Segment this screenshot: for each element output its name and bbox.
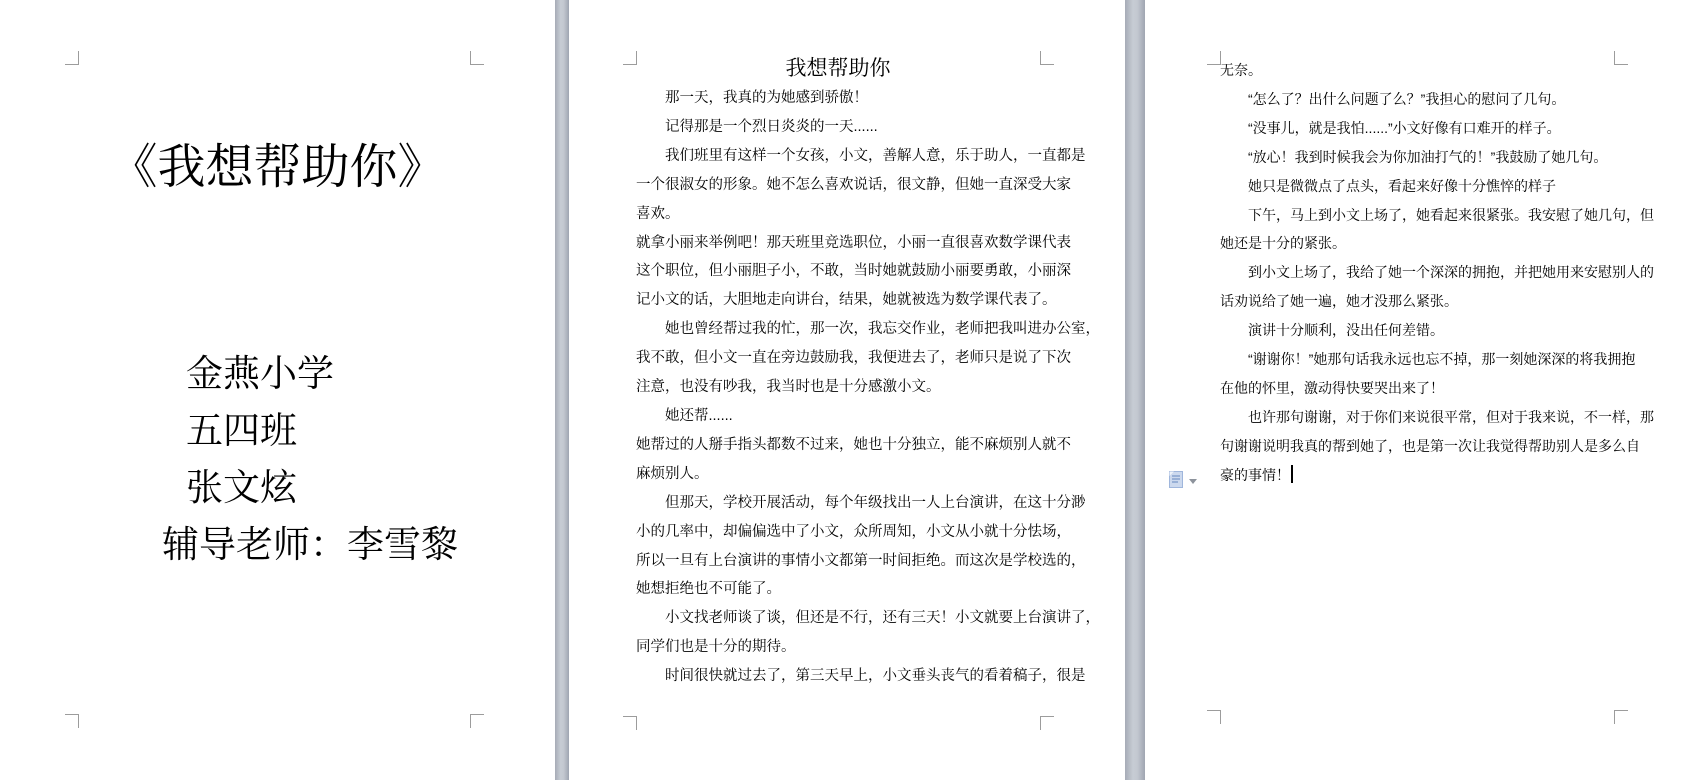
essay-title[interactable]: 我想帮助你 [785, 57, 891, 80]
text-line[interactable]: 她还是十分的紧张。 [1220, 235, 1346, 252]
cover-title[interactable]: 《我想帮助你》 [109, 141, 446, 194]
text-line[interactable]: 注意，也没有吵我，我当时也是十分感激小文。 [636, 379, 941, 396]
cover-info-lines[interactable] [162, 346, 458, 574]
page-gap-divider [1125, 0, 1145, 780]
text-line[interactable]: 她帮过的人掰手指头都数不过来，她也十分独立，能不麻烦别人就不 [636, 436, 1071, 453]
paste-options-button[interactable] [1167, 468, 1211, 492]
document-page-3[interactable] [1145, 0, 1694, 780]
text-line[interactable]: 她只是微微点了点头，看起来好像十分憔悴的样子 [1248, 177, 1556, 194]
text-line[interactable]: 她也曾经帮过我的忙，那一次，我忘交作业，老师把我叫进办公室， [665, 321, 1100, 338]
margin-crop-mark [623, 716, 637, 730]
text-line[interactable]: 就拿小丽来举例吧！那天班里竞选职位，小丽一直很喜欢数学课代表 [636, 234, 1071, 251]
text-line[interactable]: 那一天，我真的为她感到骄傲！ [665, 90, 868, 106]
text-line[interactable]: 辅导老师：李雪黎 [162, 525, 458, 566]
margin-crop-mark [623, 51, 637, 65]
margin-crop-mark [1614, 51, 1628, 65]
text-line[interactable]: 这个职位，但小丽胆子小，不敢，当时她就鼓励小丽要勇敢，小丽深 [636, 263, 1071, 280]
margin-crop-mark [470, 51, 484, 65]
text-line[interactable]: 张文炫 [186, 468, 297, 509]
text-line[interactable]: 无奈。 [1220, 62, 1262, 78]
text-line[interactable]: 我不敢，但小文一直在旁边鼓励我，我便进去了，老师只是说了下次 [636, 350, 1071, 367]
text-line[interactable]: 但那天，学校开展活动，每个年级找出一人上台演讲，在这十分渺 [665, 494, 1086, 511]
text-line[interactable]: 豪的事情！ [1220, 461, 1614, 490]
margin-crop-mark [1207, 51, 1221, 65]
text-line[interactable]: 句谢谢说明我真的帮到她了，也是第一次让我觉得帮助别人是多么自 [1220, 437, 1640, 454]
text-line[interactable]: 记小文的话，大胆地走向讲台，结果，她就被选为数学课代表了。 [636, 292, 1057, 309]
chevron-down-icon[interactable] [1189, 479, 1197, 484]
text-line[interactable]: 她还帮...... [665, 407, 733, 424]
text-line[interactable]: 我们班里有这样一个女孩，小文，善解人意，乐于助人，一直都是 [665, 147, 1086, 164]
document-page-1[interactable] [0, 0, 555, 780]
margin-crop-mark [1207, 710, 1221, 724]
text-line[interactable]: 喜欢。 [636, 205, 680, 222]
text-line[interactable]: 也许那句谢谢，对于你们来说很平常，但对于我来说，不一样，那 [1248, 408, 1654, 425]
text-line[interactable]: 小的几率中，却偏偏选中了小文，众所周知，小文从小就十分怯场， [636, 523, 1071, 540]
page-gap-divider [555, 0, 569, 780]
text-line[interactable]: “没事儿，就是我怕......”小文好像有口难开的样子。 [1248, 119, 1561, 136]
text-line[interactable]: 一个很淑女的形象。她不怎么喜欢说话，很文静，但她一直深受大家 [636, 176, 1071, 193]
text-line[interactable]: 在他的怀里，激动得快要哭出来了！ [1220, 379, 1444, 396]
margin-crop-mark [1040, 51, 1054, 65]
text-line[interactable]: 五四班 [186, 411, 297, 452]
page-2-text[interactable] [636, 84, 1100, 691]
margin-crop-mark [65, 51, 79, 65]
document-page-2[interactable] [569, 0, 1125, 780]
text-line[interactable]: 演讲十分顺利，没出任何差错。 [1248, 322, 1444, 339]
text-line[interactable]: “谢谢你！”她那句话我永远也忘不掉，那一刻她深深的将我拥抱 [1248, 351, 1636, 368]
text-line[interactable]: 下午，马上到小文上场了，她看起来很紧张。我安慰了她几句，但 [1248, 206, 1654, 223]
text-line[interactable]: 记得那是一个烈日炎炎的一天...... [665, 118, 878, 135]
text-line[interactable]: 话劝说给了她一遍，她才没那么紧张。 [1220, 293, 1458, 310]
text-line[interactable]: 麻烦别人。 [636, 465, 709, 482]
page-3-text[interactable] [1220, 56, 1654, 490]
text-cursor [1291, 465, 1293, 483]
text-line[interactable]: 时间很快就过去了，第三天早上，小文垂头丧气的看着稿子，很是 [665, 668, 1086, 685]
margin-crop-mark [1614, 710, 1628, 724]
text-line[interactable]: 金燕小学 [186, 354, 334, 395]
margin-crop-mark [65, 714, 79, 728]
text-line[interactable]: 所以一旦有上台演讲的事情小文都第一时间拒绝。而这次是学校选的， [636, 552, 1086, 569]
margin-crop-mark [1040, 716, 1054, 730]
text-line[interactable]: “放心！我到时候我会为你加油打气的！”我鼓励了她几句。 [1248, 148, 1608, 165]
text-line[interactable]: 小文找老师谈了谈，但还是不行，还有三天！小文就要上台演讲了， [665, 610, 1100, 627]
text-line[interactable]: 她想拒绝也不可能了。 [636, 581, 781, 598]
paste-options-icon [1167, 470, 1185, 490]
margin-crop-mark [470, 714, 484, 728]
text-line[interactable]: “怎么了？出什么问题了么？”我担心的慰问了几句。 [1248, 90, 1566, 107]
text-line[interactable]: 同学们也是十分的期待。 [636, 639, 796, 656]
text-line[interactable]: 到小文上场了，我给了她一个深深的拥抱，并把她用来安慰别人的 [1248, 264, 1654, 281]
